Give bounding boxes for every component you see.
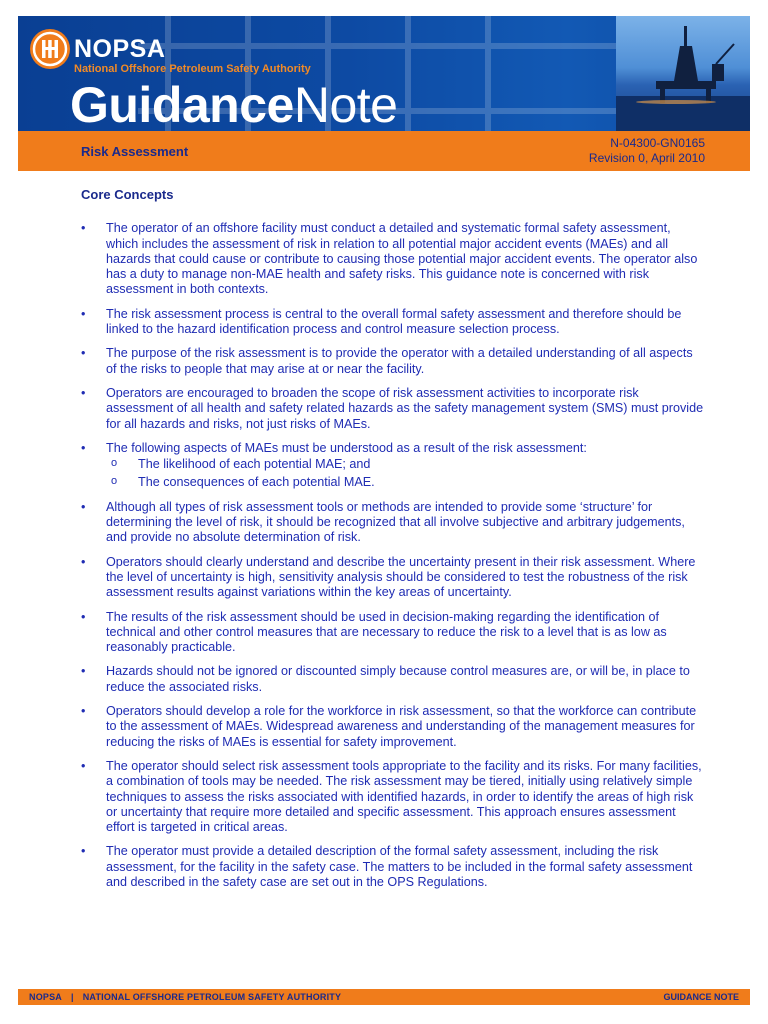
list-item: • The operator should select risk assessment tools appropriate to the facility and its risks. For many facilities, a combination of tools may be needed. The risk assessment may be tiered, initially using relatively simple techniques to assess the risks associated with identified hazards, in order to identify the areas of high risk or uncertainty that require more detailed and specific assessment. This approach ensures assessment effort is targeted in critical areas. (81, 759, 706, 835)
sub-list-item: o The consequences of each potential MAE. (106, 475, 706, 490)
main-content (81, 187, 706, 899)
org-short-name: NOPSA (74, 35, 166, 63)
list-item: • Hazards should not be ignored or discounted simply because control measures are, or will be, in place to reduce the associated risks. (81, 664, 706, 695)
topic-title: Risk Assessment (81, 144, 189, 159)
document-number: N-04300-GN0165 (610, 136, 705, 150)
list-item: • Operators should clearly understand and describe the uncertainty present in their risk assessment. Where the level of uncertainty is high, sensitivity analysis should be considered to test the robustness of the risk assessment results against variations within the key areas of uncertainty. (81, 555, 706, 601)
title-bar (18, 131, 750, 171)
document-revision: Revision 0, April 2010 (588, 151, 705, 165)
list-item: • The operator must provide a detailed description of the formal safety assessment, including the risk assessment, for the facility in the safety case. The matters to be included in the formal safety assessment and described in the safety case are set out in the OPS Regulations. (81, 844, 706, 890)
title-bold: Guidance (70, 77, 294, 131)
footer-label: GUIDANCE NOTE (663, 992, 739, 1002)
oil-rig-photo (616, 16, 750, 131)
list-item: • Although all types of risk assessment tools or methods are intended to provide some ‘structure’ for determining the level of risk, it should be recognized that all involve subjective and arbitrary judgements, and provide no absolute determination of risk. (81, 500, 706, 546)
page-footer (18, 989, 750, 1005)
list-item: • The operator of an offshore facility must conduct a detailed and systematic formal safety assessment, which includes the assessment of risk in relation to all potential major accident events (MAEs) and all hazards that could cause or contribute to causing those potential major accident events. The operator also has a duty to manage non-MAE health and safety risks. This guidance note is concerned with risk assessment in both contexts. (81, 221, 706, 297)
sub-list-item: o The likelihood of each potential MAE; and (106, 457, 706, 472)
list-item: • Operators should develop a role for the workforce in risk assessment, so that the workforce can contribute to the assessment of MAEs. Widespread awareness and understanding of the management measures for reducing the risks of MAEs is essential for safety improvement. (81, 704, 706, 750)
list-item: • Operators are encouraged to broaden the scope of risk assessment activities to incorporate risk assessment of all health and safety related hazards as the safety management system (SMS) must provide for all hazards and risks, not just risks of MAEs. (81, 386, 706, 432)
document-reference (589, 136, 705, 166)
list-item-text: The following aspects of MAEs must be understood as a result of the risk assessment: (106, 440, 587, 455)
nopsa-logo-icon (30, 29, 70, 69)
list-item (81, 441, 706, 491)
core-concepts-list (81, 221, 706, 890)
footer-org (29, 989, 341, 1005)
title-regular: Note (293, 77, 398, 131)
list-item: • The results of the risk assessment should be used in decision-making regarding the identification of technical and other control measures that are necessary to reduce the risk to a level that is as low as reasonably practicable. (81, 610, 706, 656)
document-title (70, 76, 397, 131)
header-banner (18, 16, 750, 131)
section-heading: Core Concepts (81, 187, 174, 202)
list-item: • The risk assessment process is central to the overall formal safety assessment and therefore should be linked to the hazard identification process and control measure selection process. (81, 307, 706, 338)
footer-org-short: NOPSA (29, 992, 63, 1002)
list-item: • The purpose of the risk assessment is to provide the operator with a detailed understanding of all aspects of the risks to people that may arise at or near the facility. (81, 346, 706, 377)
footer-separator: | (71, 992, 74, 1002)
footer-org-full: NATIONAL OFFSHORE PETROLEUM SAFETY AUTHORITY (82, 992, 342, 1002)
org-full-name: National Offshore Petroleum Safety Authority (74, 63, 311, 75)
sub-list (106, 457, 706, 491)
